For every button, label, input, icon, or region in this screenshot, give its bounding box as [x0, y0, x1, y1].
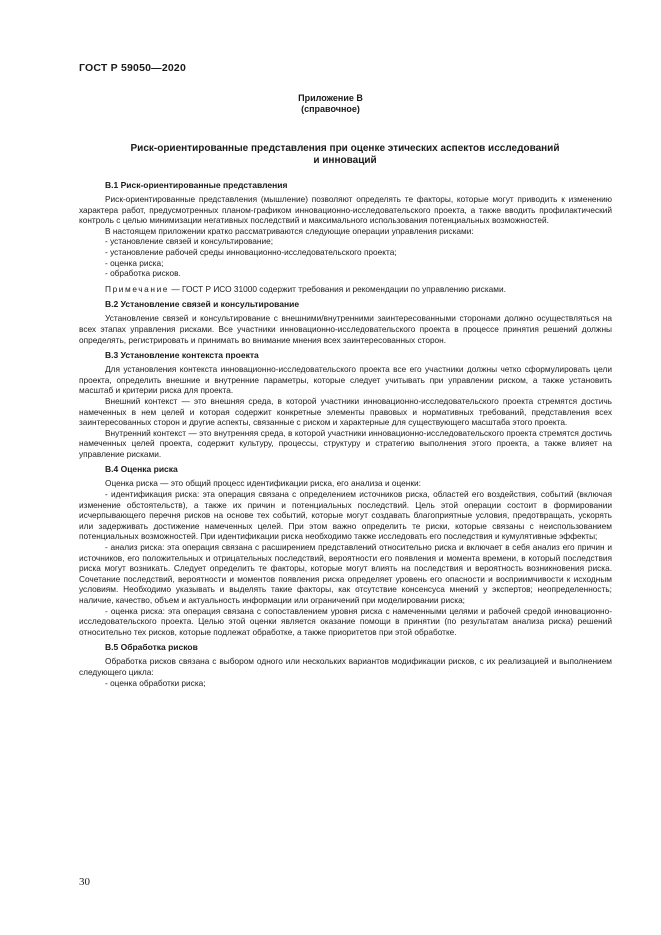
paragraph: Оценка риска — это общий процесс идентификации риска, его анализа и оценки:: [105, 478, 421, 489]
section-heading-b4: В.4 Оценка риска: [105, 464, 178, 475]
section-heading-b3: В.3 Установление контекста проекта: [105, 350, 259, 361]
paragraph: Установление связей и консультирование с внешними/внутренними заинтересованными сторонами должно осуществляться на всех этапах управления рисками. Все участники инновационно-исследовательского проекта в процессе принятия решений должны определять, регистрировать и принимать во внимание мнения всех заинтересованных сторон.: [79, 313, 612, 345]
section-heading-b5: В.5 Обработка рисков: [105, 642, 198, 653]
paragraph: - оценка риска: эта операция связана с сопоставлением уровня риска с намеченными целями и рабочей средой инновационно-исследовательского проекта. Целью этой оценки является оказание помощи в принятии (по результатам анализа риска) решений относительно тех рисков, которые подлежат обработке, а также приоритетов при этой обработке.: [79, 605, 612, 637]
note-label: Примечание: [105, 283, 170, 294]
list-item: - обработка рисков.: [105, 268, 181, 279]
list-item: - оценка обработки риска;: [105, 677, 206, 688]
list-item: - установление рабочей среды инновационно-исследовательского проекта;: [105, 246, 397, 257]
document-code: ГОСТ Р 59050—2020: [79, 62, 187, 74]
appendix-subtitle: (справочное): [301, 104, 360, 114]
document-body: [79, 180, 612, 688]
note: [79, 284, 612, 295]
paragraph: - идентификация риска: эта операция связана с определением источников риска, областей его воздействия, событий (включая изменение обстоятельств), а также их причин и потенциальных последствий. Цель этой операции состоит в формировании исчерпывающего перечня рисков на основе тех событий, которые могут создавать благоприятные условия, предотвращать, ускорять или задерживать достижение намеченных целей. При этом важно определить те риски, которые связаны с неиспользованием потенциальных возможностей. При идентификации риска необходимо также исследовать его последствия и кумулятивные эффекты;: [79, 489, 612, 542]
paragraph: Обработка рисков связана с выбором одного или нескольких вариантов модификации рисков, с их реализацией и выполнением следующего цикла:: [79, 656, 612, 677]
main-title-line-1: Риск-ориентированные представления при оценке этических аспектов исследований: [130, 143, 560, 154]
main-title: [100, 143, 590, 167]
paragraph: Для установления контекста инновационно-исследовательского проекта все его участники должны четко сформулировать цели проекта, определить внешние и внутренние параметры, которые следует учитывать при управлении риском, а также установить масштаб и критерии риска для проекта.: [79, 364, 612, 396]
section-heading-b2: В.2 Установление связей и консультирование: [105, 299, 300, 310]
paragraph: В настоящем приложении кратко рассматриваются следующие операции управления рисками:: [105, 225, 474, 236]
paragraph: Внешний контекст — это внешняя среда, в которой участники инновационно-исследовательского проекта стремятся достичь намеченных в нем целей и которая содержит конкретные элементы правовых и нормативных требований, представления всех заинтересованных сторон и другие аспекты, связанные с риском и характерные для существующего масштаба этого проекта.: [79, 395, 612, 428]
page-number: 30: [79, 876, 90, 888]
note-text: — ГОСТ Р ИСО 31000 содержит требования и рекомендации по управлению рисками.: [169, 283, 506, 294]
list-item: - оценка риска;: [105, 257, 164, 268]
paragraph: Внутренний контекст — это внутренняя среда, в которой участники инновационно-исследовательского проекта стремятся достичь намеченных целей проекта, содержит культуру, процессы, структуру и стратегию выполнения этого проекта, а также влияет на управление рисками.: [79, 427, 612, 459]
paragraph: Риск-ориентированные представления (мышление) позволяют определять те факторы, которые могут приводить к изменению характера работ, предусмотренных планом-графиком инновационно-исследовательского проекта, а также вводить профилактический контроль с целью минимизации негативных последствий и максимального использования потенциальных возможностей.: [79, 194, 612, 226]
section-heading-b1: В.1 Риск-ориентированные представления: [105, 180, 288, 190]
paragraph: - анализ риска: эта операция связана с расширением представлений относительно риска и включает в себя анализ его причин и источников, его положительных и отрицательных последствий, вероятности его появления и момента времени, в который последствия риска могут возникать. Следует определить те факторы, которые могут влиять на последствия и вероятность возникновения риска. Сочетание последствий, вероятности и моментов появления риска определяет уровень его опасности и восприимчивости к исходным условиям. Необходимо указывать и выделять такие факторы, как отсутствие консенсуса мнений у экспертов; неопределенность; наличие, качество, объем и актуальность информации или ограничений при моделировании риска;: [79, 542, 612, 605]
appendix-title: Приложение В: [298, 93, 363, 103]
main-title-line-2: и инноваций: [313, 155, 377, 166]
list-item: - установление связей и консультирование;: [105, 236, 274, 247]
appendix-header: [0, 93, 661, 115]
